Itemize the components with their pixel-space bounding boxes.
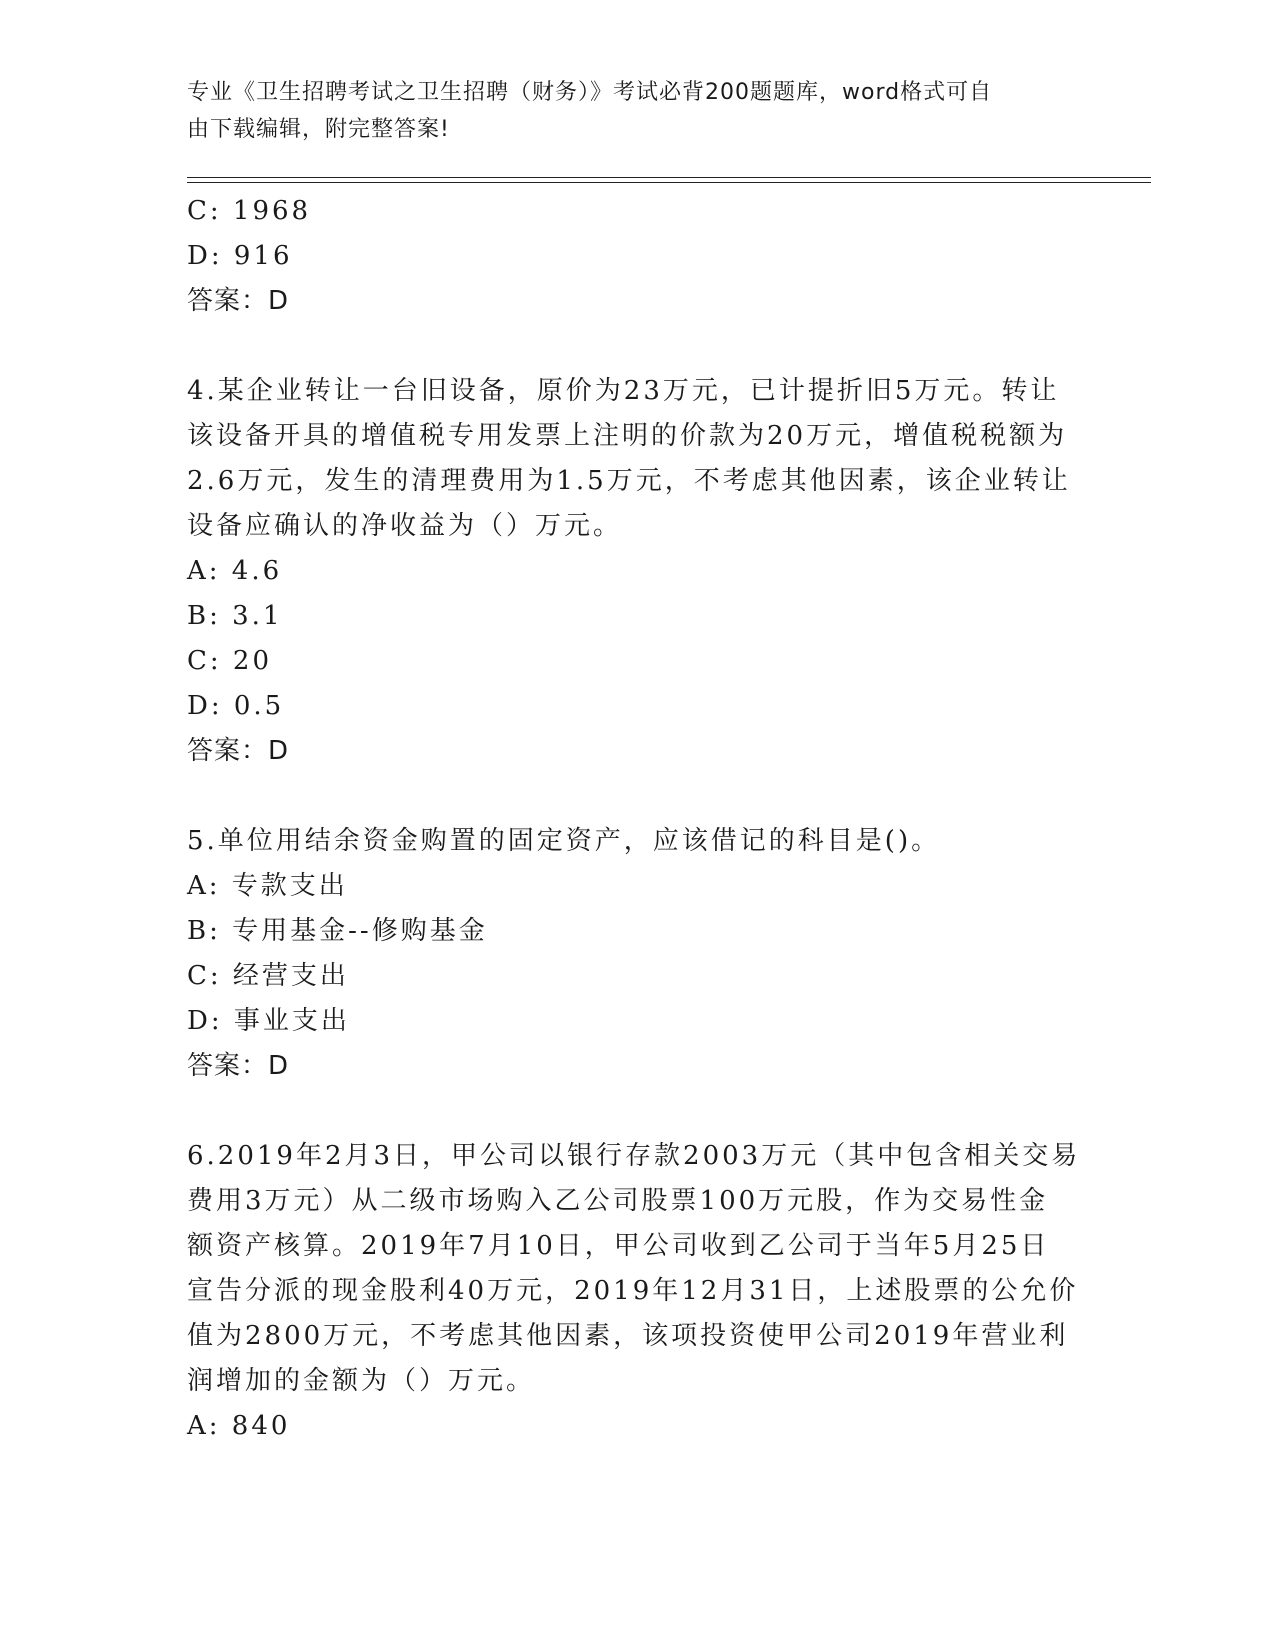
- answer-label: 答案：D: [187, 286, 290, 316]
- option-b: B: 3.1: [187, 601, 283, 631]
- option-d: D: 0.5: [187, 691, 285, 721]
- document-header: [187, 74, 1067, 148]
- spacer: [187, 1089, 1087, 1134]
- question-text-line: 费用3万元）从二级市场购入乙公司股票100万元股，作为交易性金: [187, 1186, 1049, 1216]
- option-a: A: 专款支出: [187, 871, 348, 901]
- question-4: [187, 369, 1087, 774]
- question-text-line: 2.6万元，发生的清理费用为1.5万元，不考虑其他因素，该企业转让: [187, 466, 1071, 496]
- option-d: D: 916: [187, 241, 293, 271]
- question-text-line: 宣告分派的现金股利40万元，2019年12月31日，上述股票的公允价: [187, 1276, 1079, 1306]
- spacer: [187, 324, 1087, 369]
- question-6: [187, 1134, 1087, 1449]
- question-text-line: 该设备开具的增值税专用发票上注明的价款为20万元，增值税税额为: [187, 421, 1068, 451]
- option-d: D: 事业支出: [187, 1006, 350, 1036]
- header-line-2: 由下载编辑，附完整答案!: [187, 117, 450, 142]
- answer-label: 答案：D: [187, 1051, 290, 1081]
- document-body: [187, 189, 1087, 1449]
- option-a: A: 840: [187, 1411, 291, 1441]
- option-a: A: 4.6: [187, 556, 283, 586]
- option-b: B: 专用基金--修购基金: [187, 916, 488, 946]
- option-c: C: 1968: [187, 196, 312, 226]
- question-3-tail: [187, 189, 1087, 324]
- header-line-1: 专业《卫生招聘考试之卫生招聘（财务）》考试必背200题题库，word格式可自: [187, 80, 993, 105]
- question-text-line: 设备应确认的净收益为（）万元。: [187, 511, 623, 541]
- spacer: [187, 774, 1087, 819]
- option-c: C: 经营支出: [187, 961, 349, 991]
- question-text-line: 6.2019年2月3日，甲公司以银行存款2003万元（其中包含相关交易: [187, 1141, 1081, 1171]
- question-text-line: 5.单位用结余资金购置的固定资产，应该借记的科目是()。: [187, 826, 941, 856]
- question-text-line: 额资产核算。2019年7月10日，甲公司收到乙公司于当年5月25日: [187, 1231, 1050, 1261]
- question-text-line: 润增加的金额为（）万元。: [187, 1366, 536, 1396]
- question-text-line: 值为2800万元，不考虑其他因素，该项投资使甲公司2019年营业利: [187, 1321, 1069, 1351]
- answer-label: 答案：D: [187, 736, 290, 766]
- question-5: [187, 819, 1087, 1089]
- header-divider-top: [187, 177, 1151, 178]
- option-c: C: 20: [187, 646, 273, 676]
- question-text-line: 4.某企业转让一台旧设备，原价为23万元，已计提折旧5万元。转让: [187, 376, 1060, 406]
- header-divider-bottom: [187, 182, 1151, 183]
